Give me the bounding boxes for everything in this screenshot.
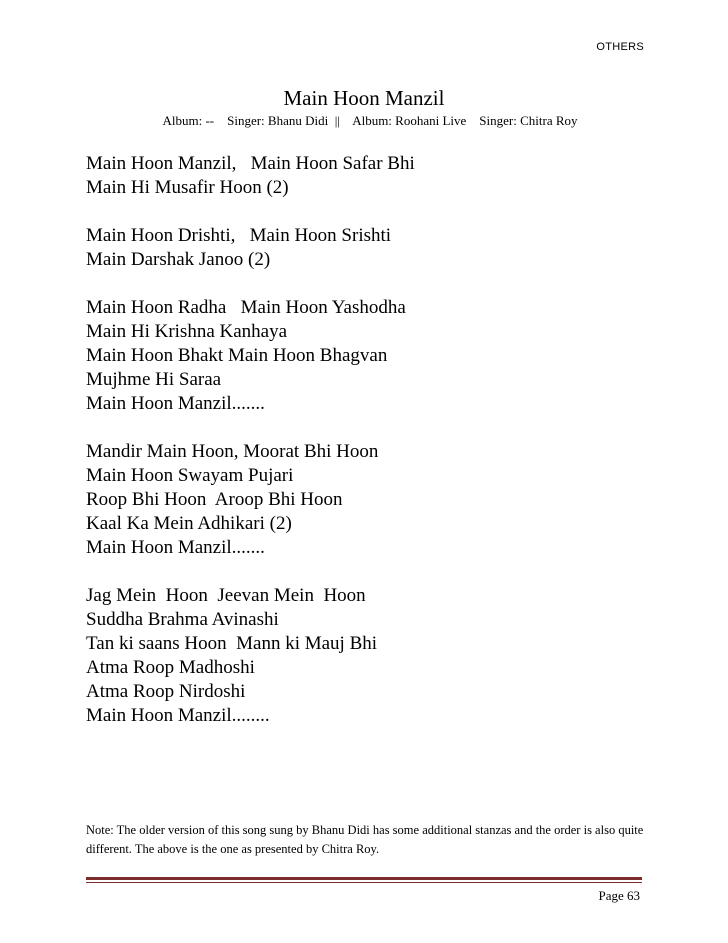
lyric-line: Kaal Ka Mein Adhikari (2) bbox=[86, 513, 292, 534]
footer-divider-thin bbox=[86, 882, 642, 883]
lyric-line: Suddha Brahma Avinashi bbox=[86, 609, 279, 630]
lyric-line: Main Darshak Janoo (2) bbox=[86, 249, 271, 270]
lyric-line: Main Hi Krishna Kanhaya bbox=[86, 321, 288, 342]
lyric-line: Main Hoon Bhakt Main Hoon Bhagvan bbox=[86, 345, 388, 366]
stanza bbox=[86, 152, 686, 200]
lyric-line: Main Hoon Drishti, Main Hoon Srishti bbox=[86, 225, 392, 246]
lyrics-body bbox=[86, 152, 686, 752]
album-singer-line: Album: -- Singer: Bhanu Didi || Album: Roohani Live Singer: Chitra Roy bbox=[162, 113, 578, 128]
lyric-line: Main Hoon Swayam Pujari bbox=[86, 465, 294, 486]
footer-divider bbox=[86, 877, 642, 880]
stanza bbox=[86, 440, 686, 560]
lyric-line: Roop Bhi Hoon Aroop Bhi Hoon bbox=[86, 489, 343, 510]
lyric-line: Main Hoon Manzil....... bbox=[86, 393, 265, 414]
lyric-line: Atma Roop Madhoshi bbox=[86, 657, 255, 678]
lyric-line: Mandir Main Hoon, Moorat Bhi Hoon bbox=[86, 441, 379, 462]
lyric-line: Main Hoon Manzil, Main Hoon Safar Bhi bbox=[86, 153, 415, 174]
lyric-line: Mujhme Hi Saraa bbox=[86, 369, 222, 390]
lyric-line: Main Hoon Radha Main Hoon Yashodha bbox=[86, 297, 406, 318]
song-title: Main Hoon Manzil bbox=[283, 86, 445, 110]
lyric-line: Tan ki saans Hoon Mann ki Mauj Bhi bbox=[86, 633, 378, 654]
lyric-line: Main Hoon Manzil....... bbox=[86, 537, 265, 558]
stanza bbox=[86, 584, 686, 728]
lyric-line: Jag Mein Hoon Jeevan Mein Hoon bbox=[86, 585, 366, 606]
footnote: Note: The older version of this song sung by Bhanu Didi has some additional stanzas and the order is also quite different. The above is the one as presented by Chitra Roy. bbox=[86, 823, 644, 856]
stanza bbox=[86, 296, 686, 416]
lyric-line: Atma Roop Nirdoshi bbox=[86, 681, 246, 702]
lyric-line: Main Hi Musafir Hoon (2) bbox=[86, 177, 289, 198]
lyric-line: Main Hoon Manzil........ bbox=[86, 705, 270, 726]
page-number: Page 63 bbox=[598, 888, 640, 903]
stanza bbox=[86, 224, 686, 272]
section-header: OTHERS bbox=[596, 41, 644, 53]
